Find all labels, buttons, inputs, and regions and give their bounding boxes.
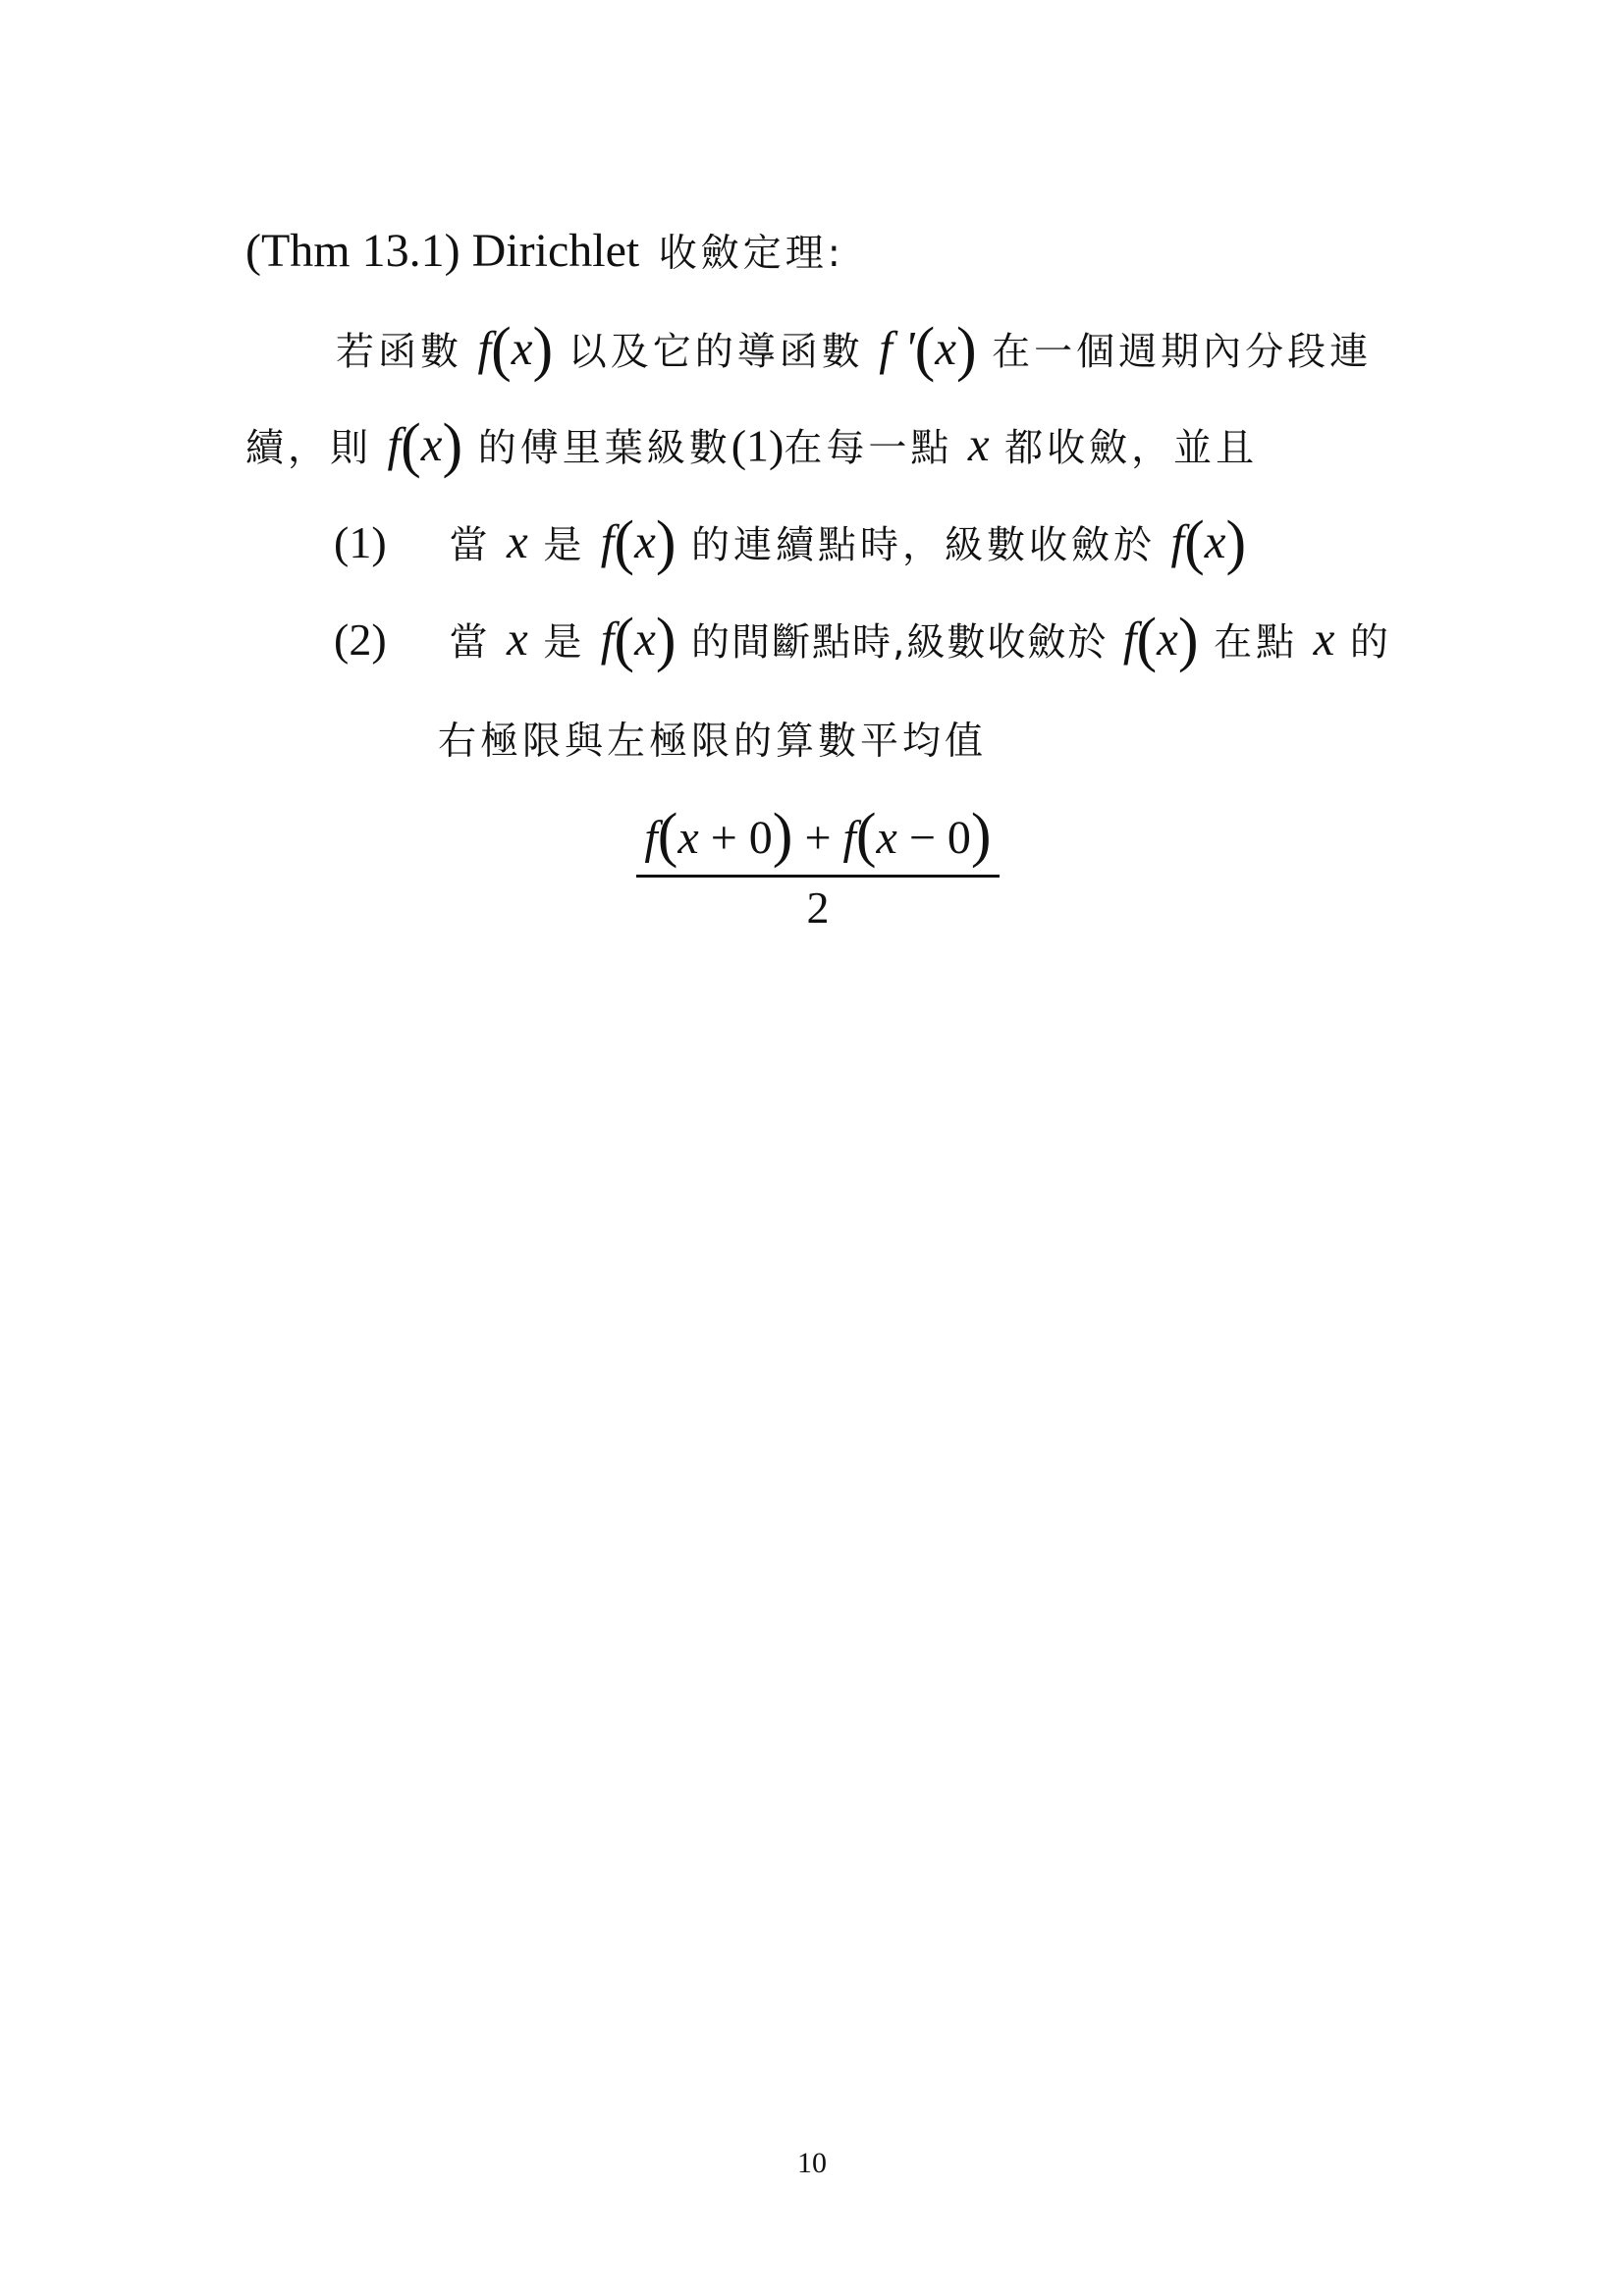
math-x: x <box>507 612 528 667</box>
theorem-heading <box>245 225 844 277</box>
average-formula <box>636 802 1000 933</box>
item2-fx-1: f ( x ) <box>600 607 677 673</box>
item2-continuation-text: 右極限與左極限的算數平均值 <box>438 720 988 764</box>
math-x: x <box>1157 612 1178 667</box>
line2-text-2: 的傅里葉級數 <box>477 426 731 471</box>
math-f: f <box>600 612 615 667</box>
math-f: f <box>644 812 658 864</box>
math-f: f <box>842 812 856 864</box>
line2-text-4: 都收斂，並且 <box>1004 426 1259 471</box>
theorem-line-2 <box>245 412 1259 479</box>
line1-text-2: 以及它的導函數 <box>568 330 864 375</box>
line2-text-1: 續，則 <box>245 426 373 471</box>
math-x: x <box>677 812 699 864</box>
math-x: x <box>507 514 528 569</box>
fraction-bar <box>636 875 1000 878</box>
line2-x <box>967 417 990 472</box>
theorem-item-1 <box>334 509 1250 576</box>
item2-label: (2) <box>334 614 387 666</box>
math-f: f <box>1122 612 1137 667</box>
math-x: x <box>967 417 990 472</box>
theorem-line-1 <box>336 316 1373 383</box>
line1-fprime-x: f ' ( x ) <box>879 316 977 383</box>
line1-text-1: 若函數 <box>336 330 463 375</box>
math-x: x <box>634 612 656 667</box>
item1-label: (1) <box>334 517 387 568</box>
math-f: f <box>387 417 402 472</box>
math-x: x <box>876 812 897 864</box>
item1-text-2: 是 <box>543 523 586 568</box>
item1-text-3: 的連續點時，級數收斂於 <box>690 523 1156 568</box>
line1-text-3: 在一個週期內分段連 <box>992 330 1373 375</box>
item2-fx-2: f ( x ) <box>1122 607 1199 673</box>
paren: ) <box>772 802 793 869</box>
line1-fx-1: f ( x ) <box>477 316 554 383</box>
item2-text-1: 當 <box>449 620 492 666</box>
item2-x <box>507 612 528 667</box>
line2-fx: f ( x ) <box>387 412 463 479</box>
paren: ( <box>657 802 678 869</box>
item2-text-2: 是 <box>543 620 586 666</box>
line2-text-3: 在每一點 <box>784 426 953 471</box>
item2-x-2 <box>1313 612 1335 667</box>
paren: ( <box>855 802 877 869</box>
item1-x <box>507 514 528 569</box>
theorem-item-2 <box>334 607 1392 673</box>
item1-fx-1: f ( x ) <box>600 509 677 576</box>
item2-text-5: 的 <box>1349 620 1392 666</box>
math-x: x <box>1204 514 1226 569</box>
math-f: f <box>1170 514 1185 569</box>
paren: ) <box>970 802 992 869</box>
formula-numerator: f(x + 0) + f(x − 0) <box>644 802 992 869</box>
math-x: x <box>634 514 656 569</box>
math-f: f <box>477 321 492 376</box>
math-x: x <box>420 417 443 472</box>
formula-denominator: 2 <box>806 882 830 933</box>
math-x: x <box>1313 612 1335 667</box>
theorem-heading-latin: (Thm 13.1) Dirichlet <box>245 225 640 277</box>
item1-fx-2: f ( x ) <box>1170 509 1247 576</box>
theorem-heading-cjk: 收斂定理: <box>658 232 844 276</box>
series-reference: (1) <box>731 420 785 471</box>
page-number: 10 <box>797 2147 827 2179</box>
math-f-prime: f ' <box>879 321 915 376</box>
math-x: x <box>511 321 533 376</box>
theorem-item-2-continuation <box>438 717 987 762</box>
item1-text-1: 當 <box>449 523 492 568</box>
item2-text-4: 在點 <box>1214 620 1299 666</box>
item2-text-3: 的間斷點時,級數收斂於 <box>690 620 1109 666</box>
math-f: f <box>600 514 615 569</box>
math-x: x <box>935 321 956 376</box>
